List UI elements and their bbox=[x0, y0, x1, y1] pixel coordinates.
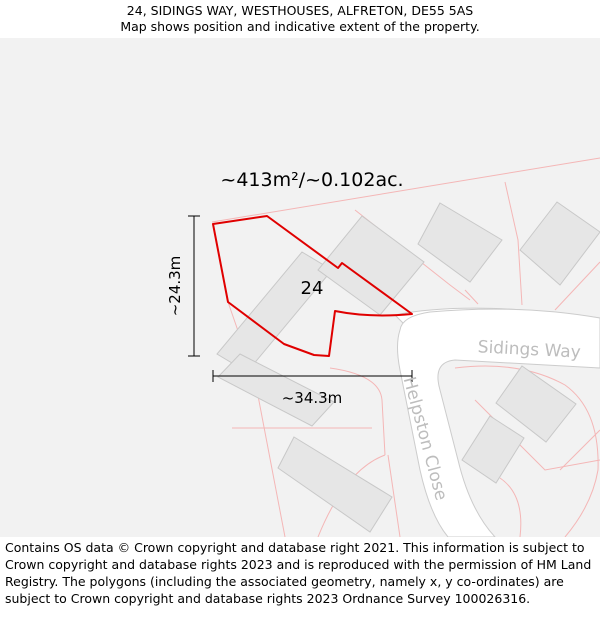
road-label-helpston-close: Helpston Close bbox=[398, 374, 451, 503]
property-map[interactable] bbox=[0, 38, 600, 537]
property-address: 24, SIDINGS WAY, WESTHOUSES, ALFRETON, DE55 5AS bbox=[126, 3, 474, 18]
map-subtitle: Map shows position and indicative extent of the property. bbox=[120, 19, 480, 34]
road-label-sidings-way: Sidings Way bbox=[477, 337, 582, 363]
area-label: ~413m²/~0.102ac. bbox=[220, 169, 404, 191]
copyright-notice: Contains OS data © Crown copyright and database right 2021. This information is subject to Crown copyright and database rights 2023 and is reproduced with the permission of HM Land Registry. The polygons (including the associated geometry, namely x, y co-ordinates) are subject to Crown copyright and database rights 2023 Ordnance Survey 100026316. bbox=[5, 540, 592, 606]
plot-number-label: 24 bbox=[300, 278, 324, 299]
map-header bbox=[0, 0, 600, 38]
height-label: ~24.3m bbox=[166, 255, 184, 317]
width-label: ~34.3m bbox=[281, 389, 343, 407]
